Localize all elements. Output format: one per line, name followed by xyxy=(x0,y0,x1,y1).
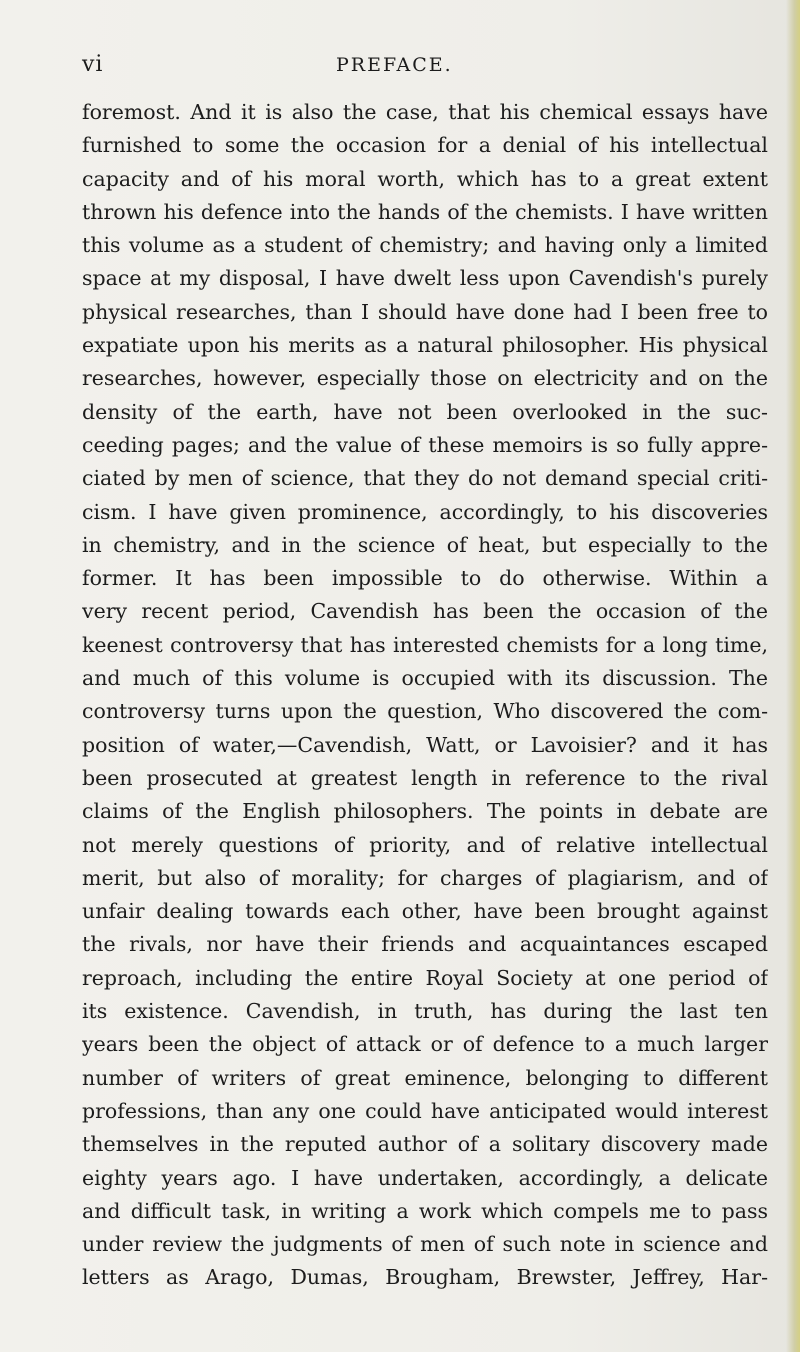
text-line: capacity and of his moral worth, which has to a great extent xyxy=(82,166,768,191)
text-line: foremost. And it is also the case, that his chemical essays have xyxy=(82,100,768,124)
text-line: thrown his defence into the hands of the chemists. I have written xyxy=(82,199,768,224)
text-line: and much of this volume is occupied with its discussion. The xyxy=(82,666,768,691)
text-line: very recent period, Cavendish has been the occasion of the xyxy=(82,599,768,624)
text-line: furnished to some the occasion for a denial of his intellectual xyxy=(82,133,768,158)
text-line: this volume as a student of chemistry; and having only a limited xyxy=(82,233,768,258)
text-line: letters as Arago, Dumas, Brougham, Brewster, Jeffrey, Har- xyxy=(82,1265,768,1290)
body-text xyxy=(82,96,768,1295)
page-edge-shadow xyxy=(786,0,800,1352)
text-line: physical researches, than I should have done had I been free to xyxy=(82,299,768,324)
text-line: unfair dealing towards each other, have been brought against xyxy=(82,899,768,924)
page-header xyxy=(0,52,800,82)
text-line: space at my disposal, I have dwelt less upon Cavendish's purely xyxy=(82,266,768,291)
text-line: merit, but also of morality; for charges of plagiarism, and of xyxy=(82,865,768,890)
text-line: eighty years ago. I have undertaken, accordingly, a delicate xyxy=(82,1165,768,1190)
text-line: reproach, including the entire Royal Society at one period of xyxy=(82,965,768,990)
text-line: claims of the English philosophers. The points in debate are xyxy=(82,799,768,824)
text-line: not merely questions of priority, and of relative intellectual xyxy=(82,832,768,857)
text-line: its existence. Cavendish, in truth, has during the last ten xyxy=(82,999,768,1024)
page-number: vi xyxy=(82,52,104,77)
text-line: cism. I have given prominence, accordingly, to his discoveries xyxy=(82,499,768,524)
text-line: number of writers of great eminence, belonging to different xyxy=(82,1065,768,1090)
text-line: expatiate upon his merits as a natural philosopher. His physical xyxy=(82,333,768,358)
text-line: themselves in the reputed author of a solitary discovery made xyxy=(82,1132,768,1157)
text-line: and difficult task, in writing a work which compels me to pass xyxy=(82,1198,768,1223)
text-line: former. It has been impossible to do otherwise. Within a xyxy=(82,566,768,591)
text-line: ciated by men of science, that they do not demand special criti- xyxy=(82,466,768,491)
running-title: PREFACE. xyxy=(336,54,453,76)
text-line: keenest controversy that has interested chemists for a long time, xyxy=(82,632,768,657)
text-line: been prosecuted at greatest length in reference to the rival xyxy=(82,765,768,790)
text-line: controversy turns upon the question, Who discovered the com- xyxy=(82,699,768,724)
text-line: density of the earth, have not been overlooked in the suc- xyxy=(82,399,768,424)
text-line: in chemistry, and in the science of heat, but especially to the xyxy=(82,532,768,557)
text-line: the rivals, nor have their friends and acquaintances escaped xyxy=(82,932,768,957)
text-line: under review the judgments of men of such note in science and xyxy=(82,1232,768,1257)
text-line: professions, than any one could have anticipated would interest xyxy=(82,1098,768,1123)
text-line: years been the object of attack or of defence to a much larger xyxy=(82,1032,768,1057)
text-line: researches, however, especially those on electricity and on the xyxy=(82,366,768,391)
text-line: position of water,—Cavendish, Watt, or Lavoisier? and it has xyxy=(82,732,768,757)
text-line: ceeding pages; and the value of these memoirs is so fully appre- xyxy=(82,432,768,457)
